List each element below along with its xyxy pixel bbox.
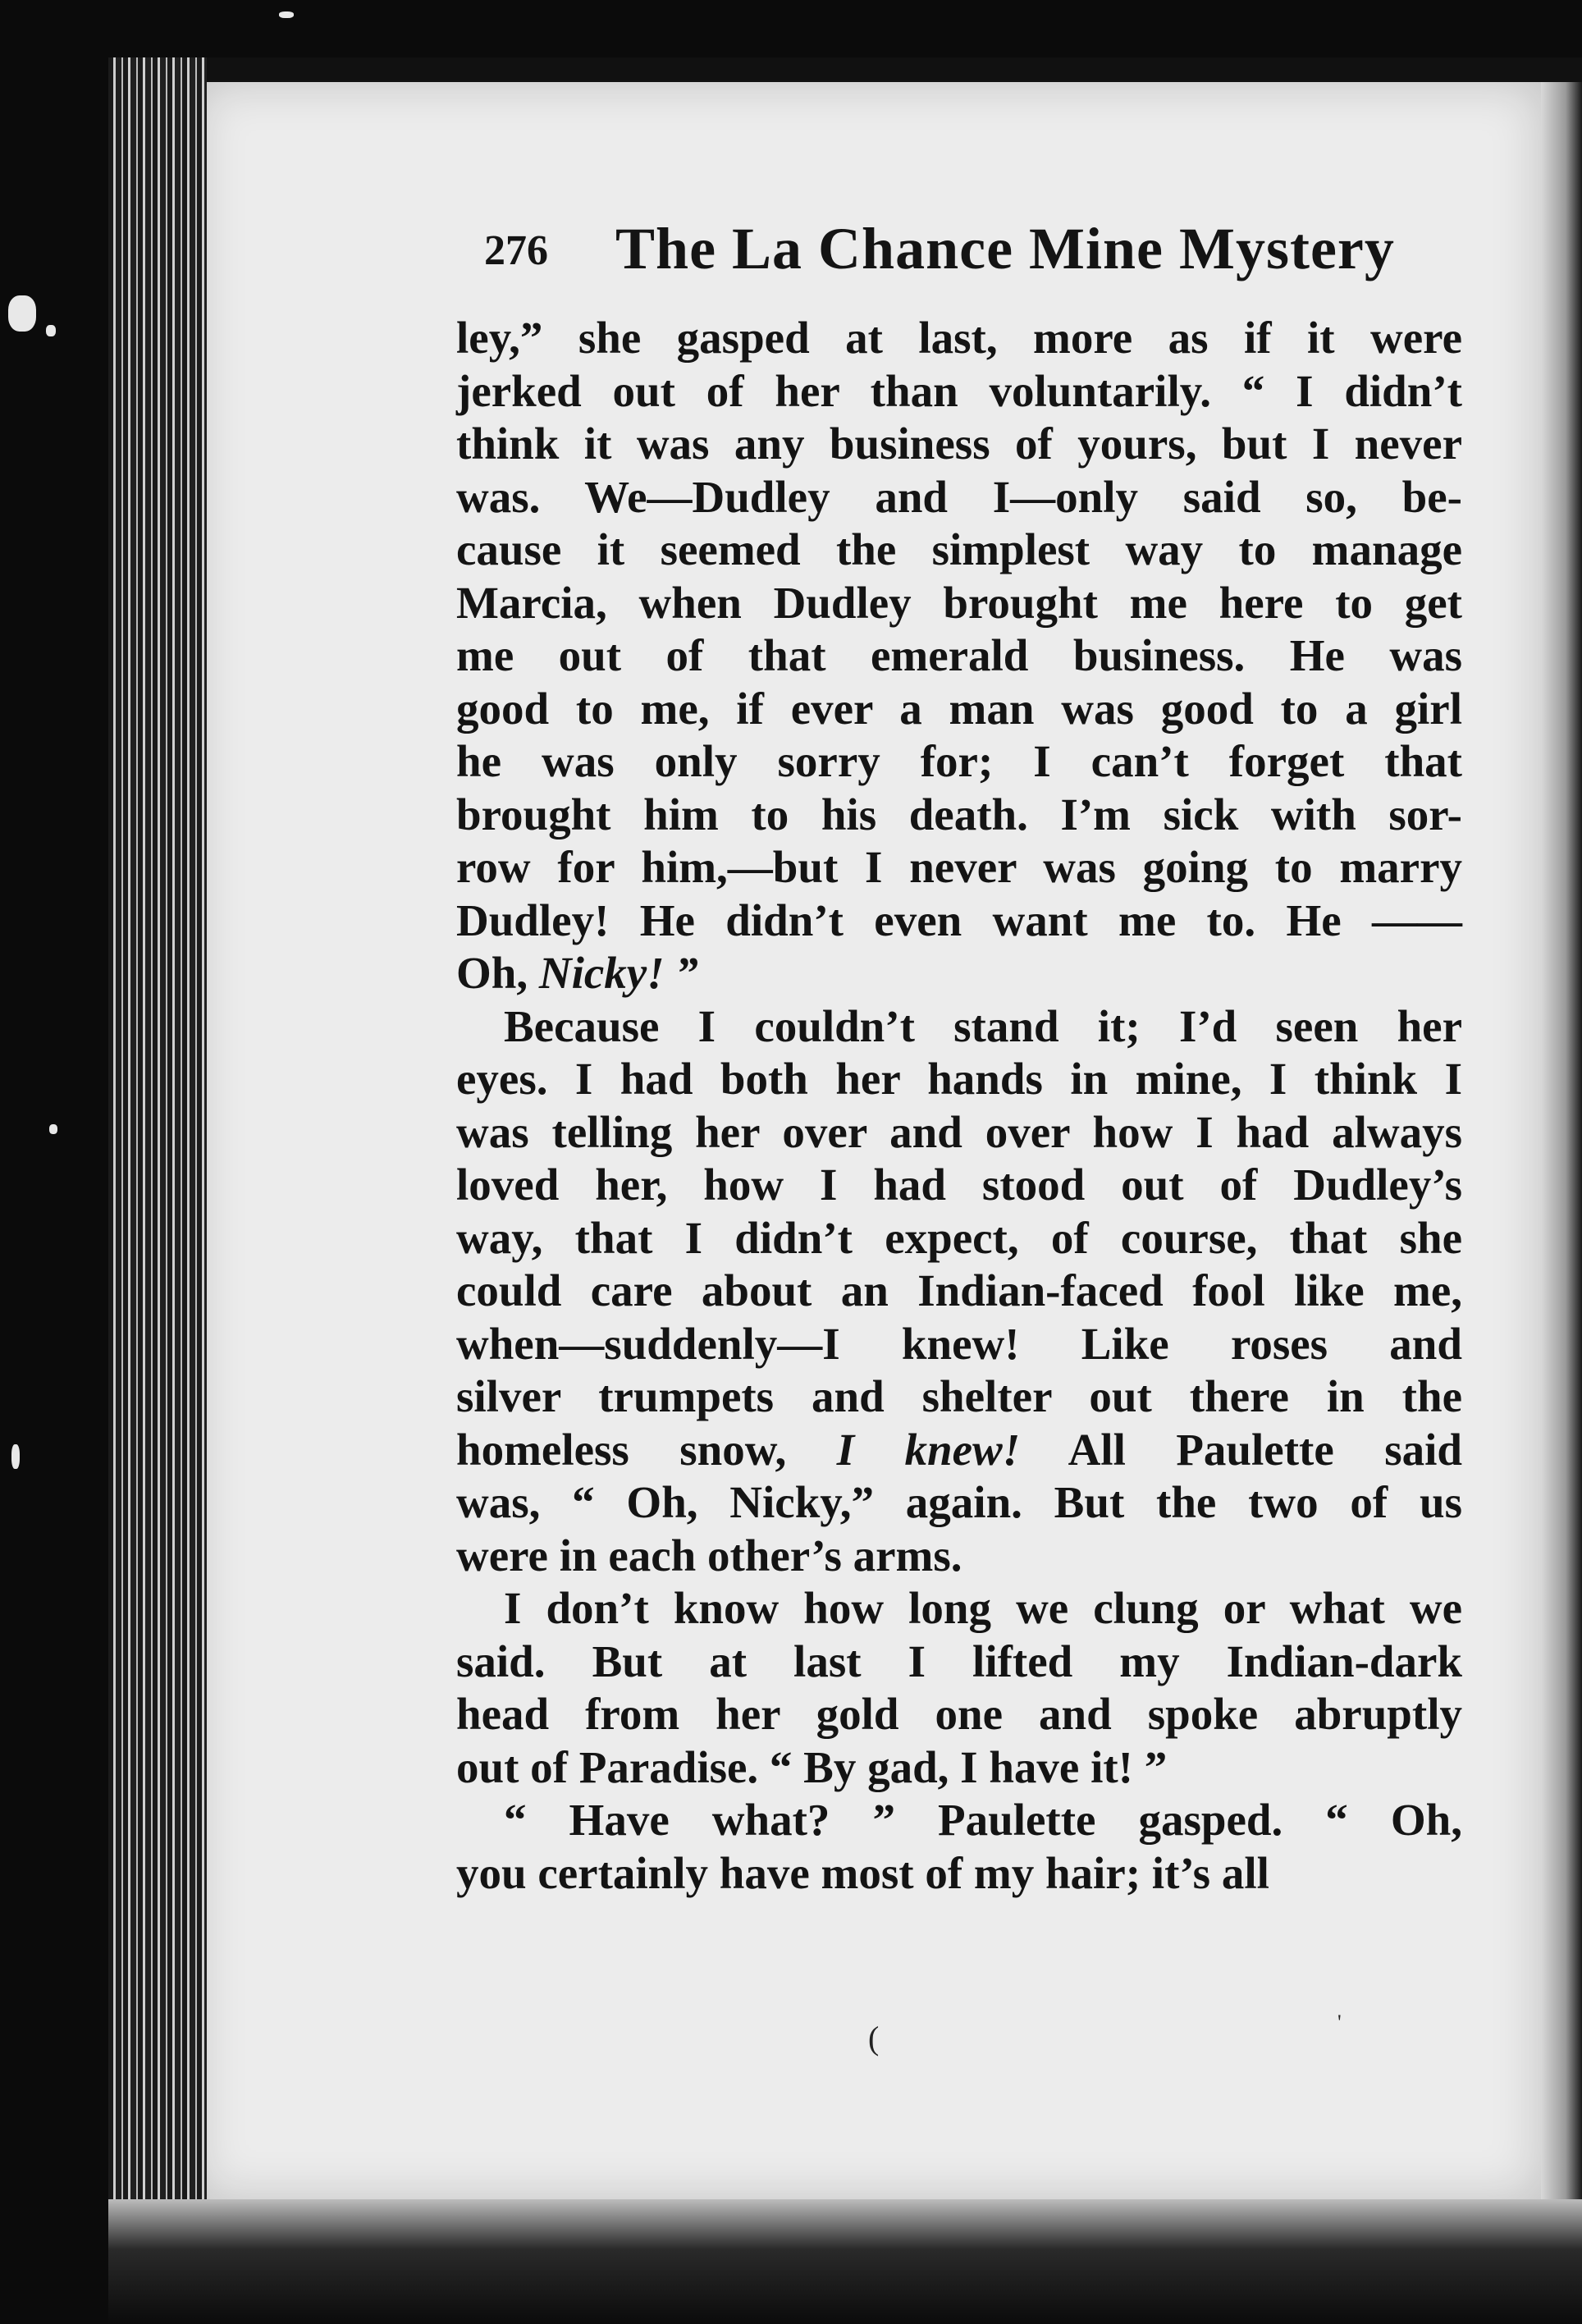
paragraph (456, 1582, 1462, 1794)
page-top-border (197, 57, 1582, 85)
scan-speck (8, 295, 36, 332)
text-line: was. We—Dudley and I—only said so, be- (456, 471, 1462, 522)
text-line: think it was any business of yours, but I never (456, 419, 1462, 469)
scan-speck (11, 1444, 20, 1469)
text-line: Dudley! He didn’t even want me to. He —— (456, 894, 1462, 945)
running-header (484, 215, 1452, 297)
text-line: you certainly have most of my hair; it’s all (456, 1847, 1269, 1898)
page-stack-edge (108, 57, 207, 2207)
text-line: ley,” she gasped at last, more as if it were (456, 313, 1462, 363)
text-line: was, “ Oh, Nicky,” again. But the two of us (456, 1477, 1462, 1527)
text-line: when—suddenly—I knew! Like roses and (456, 1318, 1462, 1369)
text-line: me out of that emerald business. He was (456, 630, 1462, 680)
scan-speck (46, 325, 56, 336)
text-line: good to me, if ever a man was good to a girl (456, 683, 1462, 734)
text-line: “ Have what? ” Paulette gasped. “ Oh, (504, 1795, 1462, 1845)
pencil-mark: ( (868, 2020, 880, 2056)
text-line: silver trumpets and shelter out there in the (456, 1371, 1462, 1421)
paragraph (456, 1794, 1462, 1900)
text-line: jerked out of her than voluntarily. “ I didn’t (456, 365, 1462, 416)
pencil-mark: ' (1337, 2011, 1342, 2034)
text-line: brought him to his death. I’m sick with sor- (456, 789, 1462, 839)
text-line: row for him,—but I never was going to marry (456, 842, 1462, 892)
text-line: were in each other’s arms. (456, 1530, 962, 1581)
text-line: Oh, Nicky! ” (456, 948, 698, 998)
running-title: The La Chance Mine Mystery (615, 216, 1395, 281)
scan-speck (49, 1124, 57, 1134)
paragraph (456, 312, 1462, 1000)
text-line: I don’t know how long we clung or what we (504, 1583, 1462, 1633)
text-line: homeless snow, I knew! All Paulette said (456, 1424, 1462, 1475)
text-line: loved her, how I had stood out of Dudley’s (456, 1160, 1462, 1210)
text-line: said. But at last I lifted my Indian-dark (456, 1635, 1462, 1686)
text-line: was telling her over and over how I had always (456, 1106, 1462, 1157)
text-line: could care about an Indian-faced fool like me, (456, 1265, 1462, 1315)
text-line: head from her gold one and spoke abruptly (456, 1689, 1462, 1739)
page-bottom-edge (108, 2199, 1582, 2324)
paragraph (456, 1000, 1462, 1583)
text-line: he was only sorry for; I can’t forget that (456, 736, 1462, 786)
text-line: cause it seemed the simplest way to manage (456, 524, 1462, 574)
scan-speck (279, 11, 294, 18)
page-right-edge (1541, 82, 1582, 2324)
body-text (456, 312, 1462, 1900)
text-line: Marcia, when Dudley brought me here to get (456, 577, 1462, 628)
text-line: eyes. I had both her hands in mine, I think I (456, 1054, 1462, 1104)
text-line: out of Paradise. “ By gad, I have it! ” (456, 1741, 1168, 1792)
text-line: way, that I didn’t expect, of course, that she (456, 1212, 1462, 1263)
page-number: 276 (484, 227, 548, 274)
text-line: Because I couldn’t stand it; I’d seen her (504, 1000, 1462, 1051)
